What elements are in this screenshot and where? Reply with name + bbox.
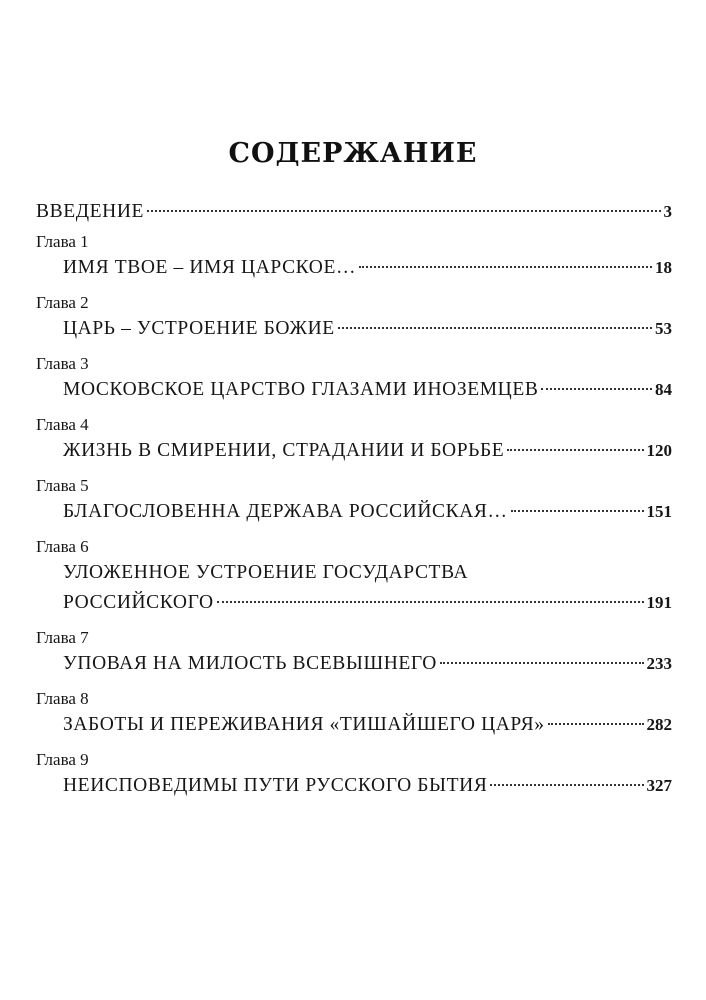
toc-entry-title: ВВЕДЕНИЕ — [36, 201, 145, 222]
toc-page-number: 84 — [655, 380, 672, 399]
toc-page-number: 120 — [646, 441, 672, 460]
toc-entry — [36, 710, 672, 740]
toc-entry — [36, 375, 672, 405]
toc-entry — [36, 649, 672, 679]
chapter-label: Глава 9 — [36, 750, 89, 769]
dot-leader — [541, 388, 652, 390]
chapter-label: Глава 2 — [36, 293, 89, 312]
toc-entry-title: ИМЯ ТВОЕ – ИМЯ ЦАРСКОЕ… — [63, 257, 357, 278]
dot-leader — [338, 327, 652, 329]
toc-chapter-7 — [36, 627, 672, 679]
toc-entry — [36, 497, 672, 527]
toc-page-number: 3 — [663, 202, 672, 221]
dot-leader — [548, 723, 644, 725]
toc-entry — [36, 771, 672, 801]
chapter-label: Глава 7 — [36, 628, 89, 647]
dot-leader — [147, 210, 660, 212]
toc-page-number: 191 — [646, 593, 672, 612]
toc-chapter-8 — [36, 688, 672, 740]
chapter-label: Глава 6 — [36, 537, 89, 556]
toc-entry-title: УПОВАЯ НА МИЛОСТЬ ВСЕВЫШНЕГО — [63, 653, 437, 674]
page-title: СОДЕРЖАНИЕ — [228, 138, 478, 169]
toc-page-number: 18 — [655, 258, 672, 277]
dot-leader — [511, 510, 644, 512]
toc-chapter-6 — [36, 536, 672, 618]
toc-entry-title-line-1: УЛОЖЕННОЕ УСТРОЕНИЕ ГОСУДАРСТВА — [63, 562, 469, 583]
toc-entry-title: ЖИЗНЬ В СМИРЕНИИ, СТРАДАНИИ И БОРЬБЕ — [63, 440, 505, 461]
toc-entry-title: БЛАГОСЛОВЕННА ДЕРЖАВА РОССИЙСКАЯ… — [63, 501, 508, 522]
toc-entry-introduction — [36, 197, 672, 227]
toc-entry-title: МОСКОВСКОЕ ЦАРСТВО ГЛАЗАМИ ИНОЗЕМЦЕВ — [63, 379, 539, 400]
toc-page-number: 282 — [646, 715, 672, 734]
toc-entry — [36, 253, 672, 283]
toc-chapter-1 — [36, 231, 672, 283]
dot-leader — [217, 601, 644, 603]
toc-chapter-9 — [36, 749, 672, 801]
toc-entry — [36, 314, 672, 344]
dot-leader — [490, 784, 643, 786]
toc-entry-title: ЦАРЬ – УСТРОЕНИЕ БОЖИЕ — [63, 318, 335, 339]
chapter-label: Глава 5 — [36, 476, 89, 495]
toc-chapter-3 — [36, 353, 672, 405]
toc-page-number: 327 — [646, 776, 672, 795]
chapter-label: Глава 1 — [36, 232, 89, 251]
toc-entry-title-line-2: РОССИЙСКОГО — [63, 592, 214, 613]
dot-leader — [440, 662, 644, 664]
toc-entry-title: НЕИСПОВЕДИМЫ ПУТИ РУССКОГО БЫТИЯ — [63, 775, 488, 796]
toc-entry-title: ЗАБОТЫ И ПЕРЕЖИВАНИЯ «ТИШАЙШЕГО ЦАРЯ» — [63, 714, 545, 735]
chapter-label: Глава 4 — [36, 415, 89, 434]
dot-leader — [507, 449, 643, 451]
toc-chapter-5 — [36, 475, 672, 527]
toc-page-number: 233 — [646, 654, 672, 673]
toc-entry — [36, 436, 672, 466]
toc-page-number: 151 — [646, 502, 672, 521]
chapter-label: Глава 3 — [36, 354, 89, 373]
table-of-contents — [36, 197, 672, 810]
chapter-label: Глава 8 — [36, 689, 89, 708]
toc-chapter-4 — [36, 414, 672, 466]
dot-leader — [359, 266, 652, 268]
toc-entry — [36, 588, 672, 618]
toc-chapter-2 — [36, 292, 672, 344]
toc-page-number: 53 — [655, 319, 672, 338]
